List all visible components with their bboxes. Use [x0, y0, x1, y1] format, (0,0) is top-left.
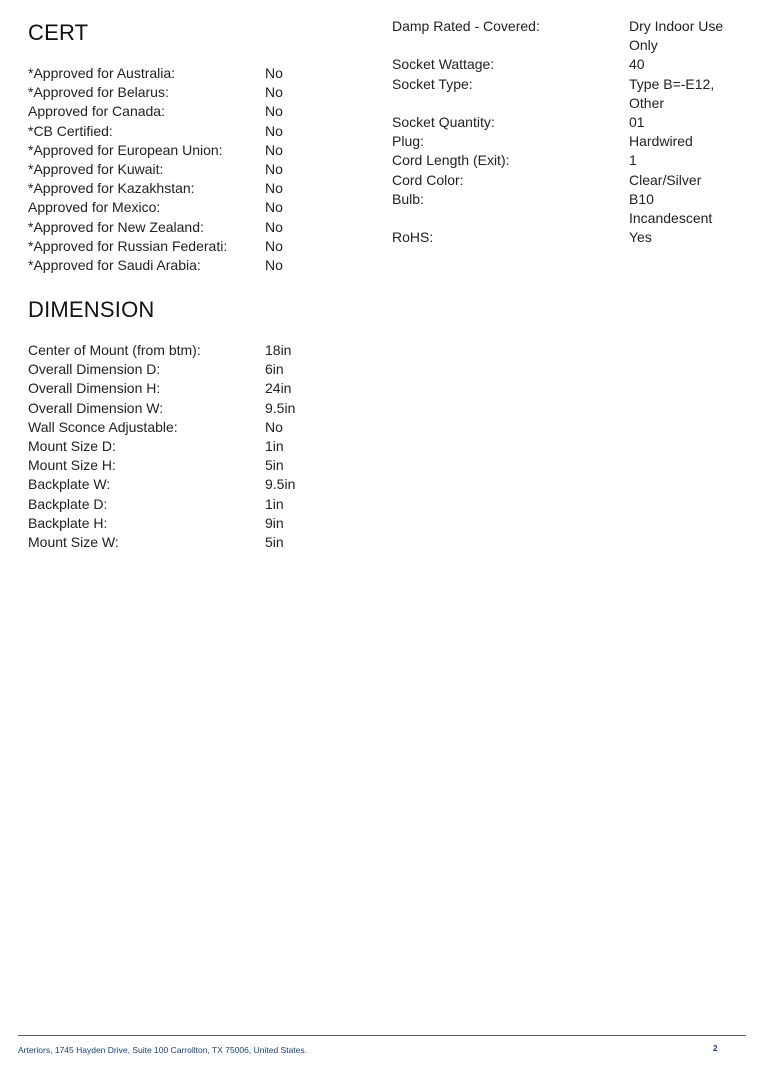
cert-value: No	[265, 122, 283, 139]
dimension-label: Backplate D:	[28, 495, 108, 512]
cert-value: No	[265, 161, 283, 178]
spec-label: Cord Color:	[392, 171, 464, 188]
cert-heading: CERT	[28, 20, 89, 45]
dimension-value: No	[265, 418, 283, 435]
cert-row	[28, 160, 283, 179]
spec-value: 40	[629, 56, 645, 73]
dimension-list	[28, 341, 295, 552]
cert-label: *Approved for Kazakhstan:	[28, 180, 195, 197]
cert-list	[28, 64, 283, 275]
spec-label: Socket Wattage:	[392, 56, 495, 73]
cert-label: *Approved for Kuwait:	[28, 161, 164, 178]
footer-address: Arteriors, 1745 Hayden Drive, Suite 100 Carrollton, TX 75006, United States.	[18, 1045, 307, 1055]
dimension-label: Backplate W:	[28, 476, 111, 493]
spec-row	[392, 132, 739, 151]
dimension-label: Mount Size W:	[28, 534, 119, 551]
cert-value: No	[265, 84, 283, 101]
dimension-value: 24in	[265, 380, 292, 397]
cert-value: No	[265, 199, 283, 216]
footer-divider	[18, 1035, 746, 1036]
spec-row	[392, 171, 739, 190]
cert-label: *Approved for European Union:	[28, 141, 223, 158]
cert-row	[28, 102, 283, 121]
dimension-label: Center of Mount (from btm):	[28, 342, 201, 358]
dimension-value: 5in	[265, 457, 284, 474]
spec-label: Cord Length (Exit):	[392, 152, 510, 169]
dimension-value: 1in	[265, 438, 284, 455]
dimension-row	[28, 475, 295, 494]
spec-value: 1	[629, 152, 637, 169]
dimension-label: Overall Dimension W:	[28, 399, 164, 416]
spec-row	[392, 17, 739, 55]
cert-value: No	[265, 65, 283, 81]
cert-label: *Approved for Australia:	[28, 65, 176, 81]
spec-label: Plug:	[392, 133, 424, 150]
dimension-value: 1in	[265, 495, 284, 512]
cert-value: No	[265, 218, 283, 235]
spec-list	[392, 17, 739, 247]
cert-row	[28, 122, 283, 141]
cert-value: No	[265, 180, 283, 197]
spec-row	[392, 190, 739, 228]
spec-value: Dry Indoor Use Only	[629, 18, 724, 54]
dimension-row	[28, 360, 295, 379]
cert-row	[28, 141, 283, 160]
cert-value: No	[265, 141, 283, 158]
dimension-label: Wall Sconce Adjustable:	[28, 418, 178, 435]
cert-row	[28, 198, 283, 217]
cert-label: *CB Certified:	[28, 122, 113, 139]
spec-value: B10 Incandescent	[629, 190, 713, 227]
cert-row	[28, 179, 283, 198]
spec-row	[392, 75, 739, 113]
dimension-label: Overall Dimension H:	[28, 380, 161, 397]
spec-row	[392, 228, 739, 247]
cert-row	[28, 64, 283, 83]
dimension-label: Mount Size D:	[28, 438, 116, 455]
spec-label: Damp Rated - Covered:	[392, 18, 540, 34]
spec-value: Type B=-E12, Other	[629, 75, 715, 111]
cert-value: No	[265, 257, 283, 274]
spec-value: Clear/Silver	[629, 171, 702, 188]
cert-row	[28, 218, 283, 237]
dimension-label: Backplate H:	[28, 514, 108, 531]
cert-label: *Approved for New Zealand:	[28, 218, 204, 235]
spec-label: Socket Quantity:	[392, 114, 495, 131]
cert-row	[28, 83, 283, 102]
dimension-row	[28, 418, 295, 437]
dimension-value: 5in	[265, 534, 284, 551]
dimension-label: Mount Size H:	[28, 457, 116, 474]
dimension-value: 9in	[265, 514, 284, 531]
dimension-row	[28, 379, 295, 398]
dimension-row	[28, 533, 295, 552]
dimension-value: 6in	[265, 361, 284, 378]
spec-value: Yes	[629, 229, 652, 246]
spec-value: 01	[629, 114, 645, 131]
cert-label: Approved for Canada:	[28, 103, 165, 120]
dimension-row	[28, 437, 295, 456]
spec-value: Hardwired	[629, 133, 693, 150]
spec-row	[392, 55, 739, 74]
cert-row	[28, 237, 283, 256]
spec-row	[392, 113, 739, 132]
dimension-value: 18in	[265, 342, 292, 358]
dimension-row	[28, 399, 295, 418]
cert-value: No	[265, 103, 283, 120]
dimension-row	[28, 341, 295, 360]
spec-row	[392, 151, 739, 170]
spec-label: Bulb:	[392, 190, 424, 207]
dimension-label: Overall Dimension D:	[28, 361, 161, 378]
cert-row	[28, 256, 283, 275]
dimension-row	[28, 495, 295, 514]
dimension-heading: DIMENSION	[28, 297, 155, 322]
spec-label: Socket Type:	[392, 75, 473, 92]
cert-label: *Approved for Saudi Arabia:	[28, 257, 201, 274]
cert-value: No	[265, 237, 283, 254]
cert-label: *Approved for Russian Federati:	[28, 237, 228, 254]
dimension-row	[28, 514, 295, 533]
spec-label: RoHS:	[392, 229, 434, 246]
page-number: 2	[713, 1044, 718, 1053]
dimension-value: 9.5in	[265, 399, 296, 416]
cert-label: *Approved for Belarus:	[28, 84, 169, 101]
dimension-value: 9.5in	[265, 476, 296, 493]
cert-label: Approved for Mexico:	[28, 199, 161, 216]
dimension-row	[28, 456, 295, 475]
